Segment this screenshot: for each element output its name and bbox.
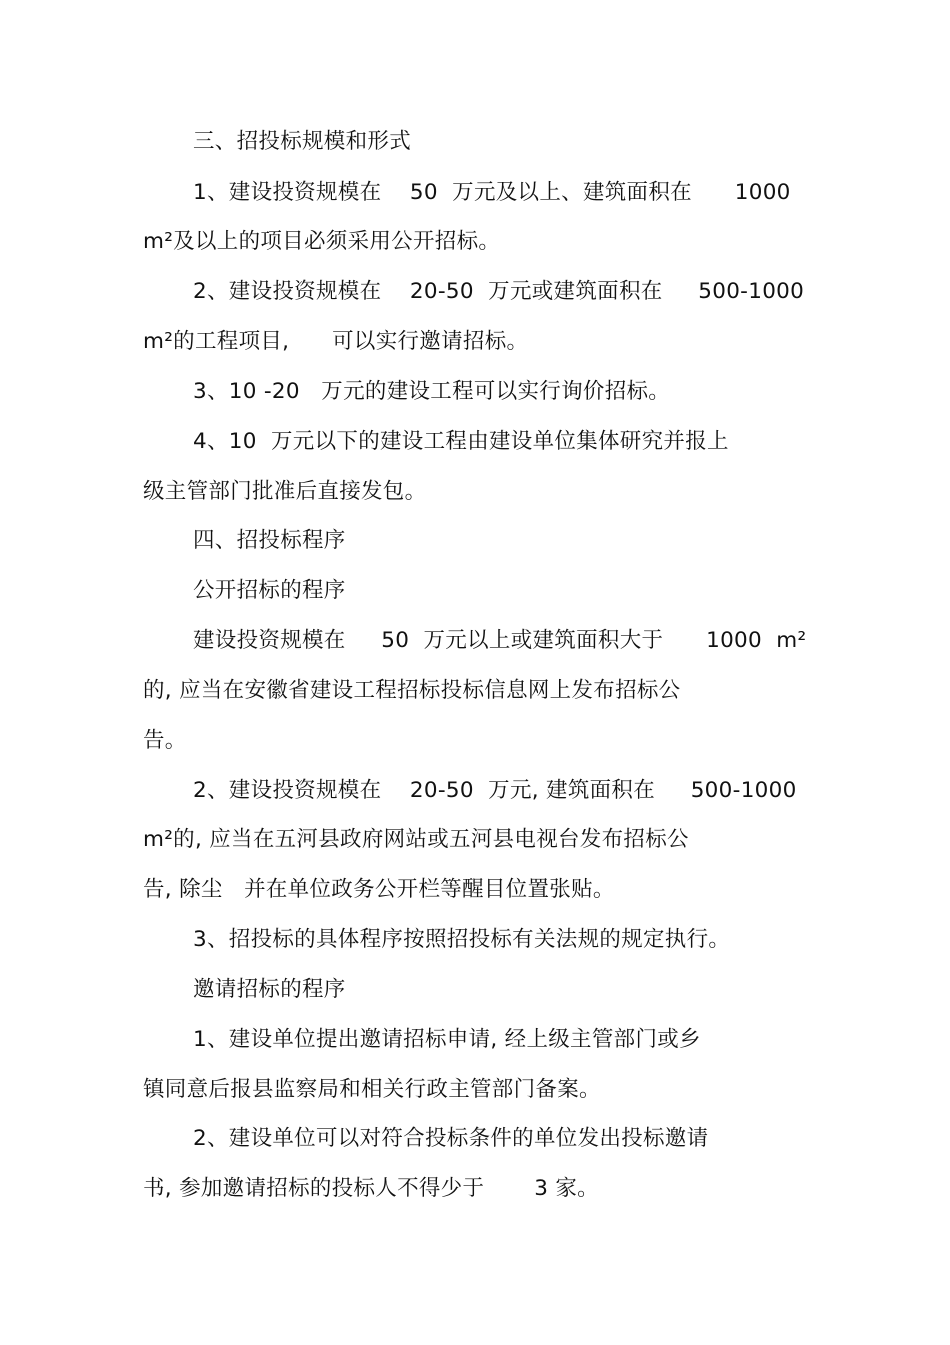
paragraph-line: 2、建设投资规模在 20-50 万元, 建筑面积在 500-1000: [193, 778, 797, 803]
paragraph-line: 2、建设单位可以对符合投标条件的单位发出投标邀请: [193, 1126, 709, 1151]
paragraph-line: 书, 参加邀请招标的投标人不得少于 3 家。: [143, 1176, 599, 1201]
subheading-open-bidding: 公开招标的程序: [193, 578, 346, 603]
paragraph-line: 镇同意后报县监察局和相关行政主管部门备案。: [143, 1077, 601, 1102]
paragraph-line: m²的, 应当在五河县政府网站或五河县电视台发布招标公: [143, 827, 689, 852]
paragraph-line: m²的工程项目, 可以实行邀请招标。: [143, 329, 529, 354]
paragraph-line: 3、10 -20 万元的建设工程可以实行询价招标。: [193, 379, 671, 404]
subheading-invited-bidding: 邀请招标的程序: [193, 977, 346, 1002]
paragraph-line: 1、建设投资规模在 50 万元及以上、建筑面积在 1000: [193, 180, 791, 205]
paragraph-line: 3、招投标的具体程序按照招投标有关法规的规定执行。: [193, 927, 731, 952]
section-heading-scale: 三、招投标规模和形式: [193, 129, 412, 154]
paragraph-line: 2、建设投资规模在 20-50 万元或建筑面积在 500-1000: [193, 279, 805, 304]
paragraph-line: 1、建设单位提出邀请招标申请, 经上级主管部门或乡: [193, 1027, 701, 1052]
paragraph-line: 4、10 万元以下的建设工程由建设单位集体研究并报上: [193, 429, 729, 454]
section-heading-procedure: 四、招投标程序: [193, 528, 346, 553]
paragraph-line: 建设投资规模在 50 万元以上或建筑面积大于 1000 m²: [193, 628, 807, 653]
paragraph-line: 级主管部门批准后直接发包。: [143, 479, 427, 504]
paragraph-line: m²及以上的项目必须采用公开招标。: [143, 229, 501, 254]
paragraph-line: 告。: [143, 728, 187, 753]
paragraph-line: 的, 应当在安徽省建设工程招标投标信息网上发布招标公: [143, 678, 681, 703]
paragraph-line: 告, 除尘 并在单位政务公开栏等醒目位置张贴。: [143, 877, 615, 902]
